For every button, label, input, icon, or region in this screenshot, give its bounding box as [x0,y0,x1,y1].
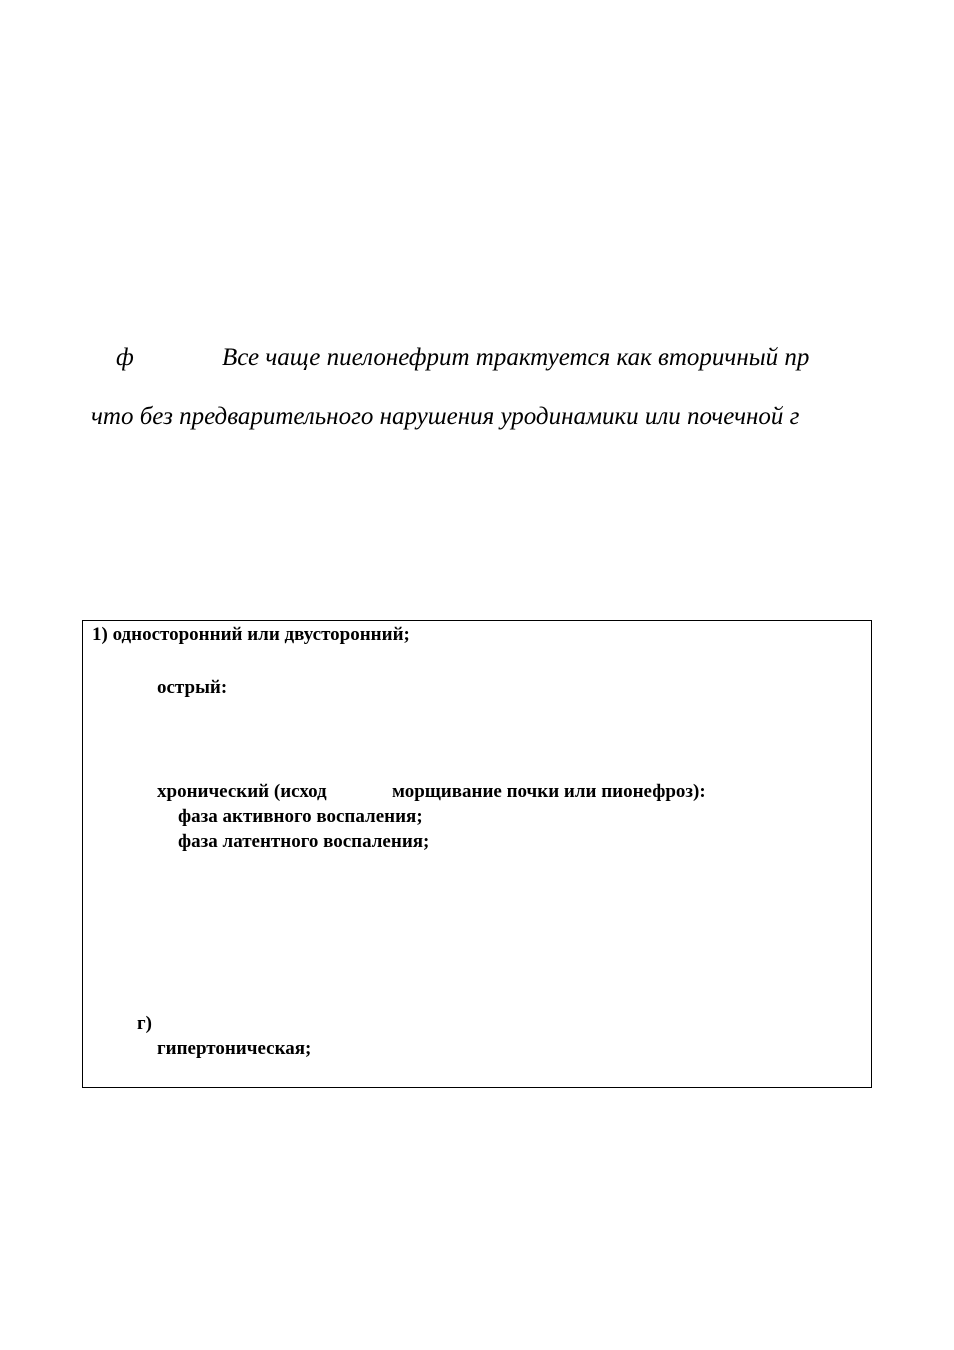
classification-item-g: г) [137,1013,152,1034]
classification-hypertensive: гипертоническая; [157,1038,312,1059]
classification-chronic-part2: морщивание почки или пионефроз): [392,781,706,802]
paragraph-line1-marker: ф [116,344,134,371]
classification-item-1: 1) односторонний или двусторонний; [92,624,410,645]
classification-acute: острый: [157,677,228,698]
classification-phase-latent: фаза латентного воспаления; [178,831,430,852]
paragraph-line1-text: Все чаще пиелонефрит трактуется как вторичный пр [222,344,810,371]
classification-phase-active: фаза активного воспаления; [178,806,423,827]
classification-box [82,620,872,1088]
paragraph-line2-text: что без предварительного нарушения уродинамики или почечной г [91,403,800,430]
classification-chronic-part1: хронический (исход [157,781,327,802]
